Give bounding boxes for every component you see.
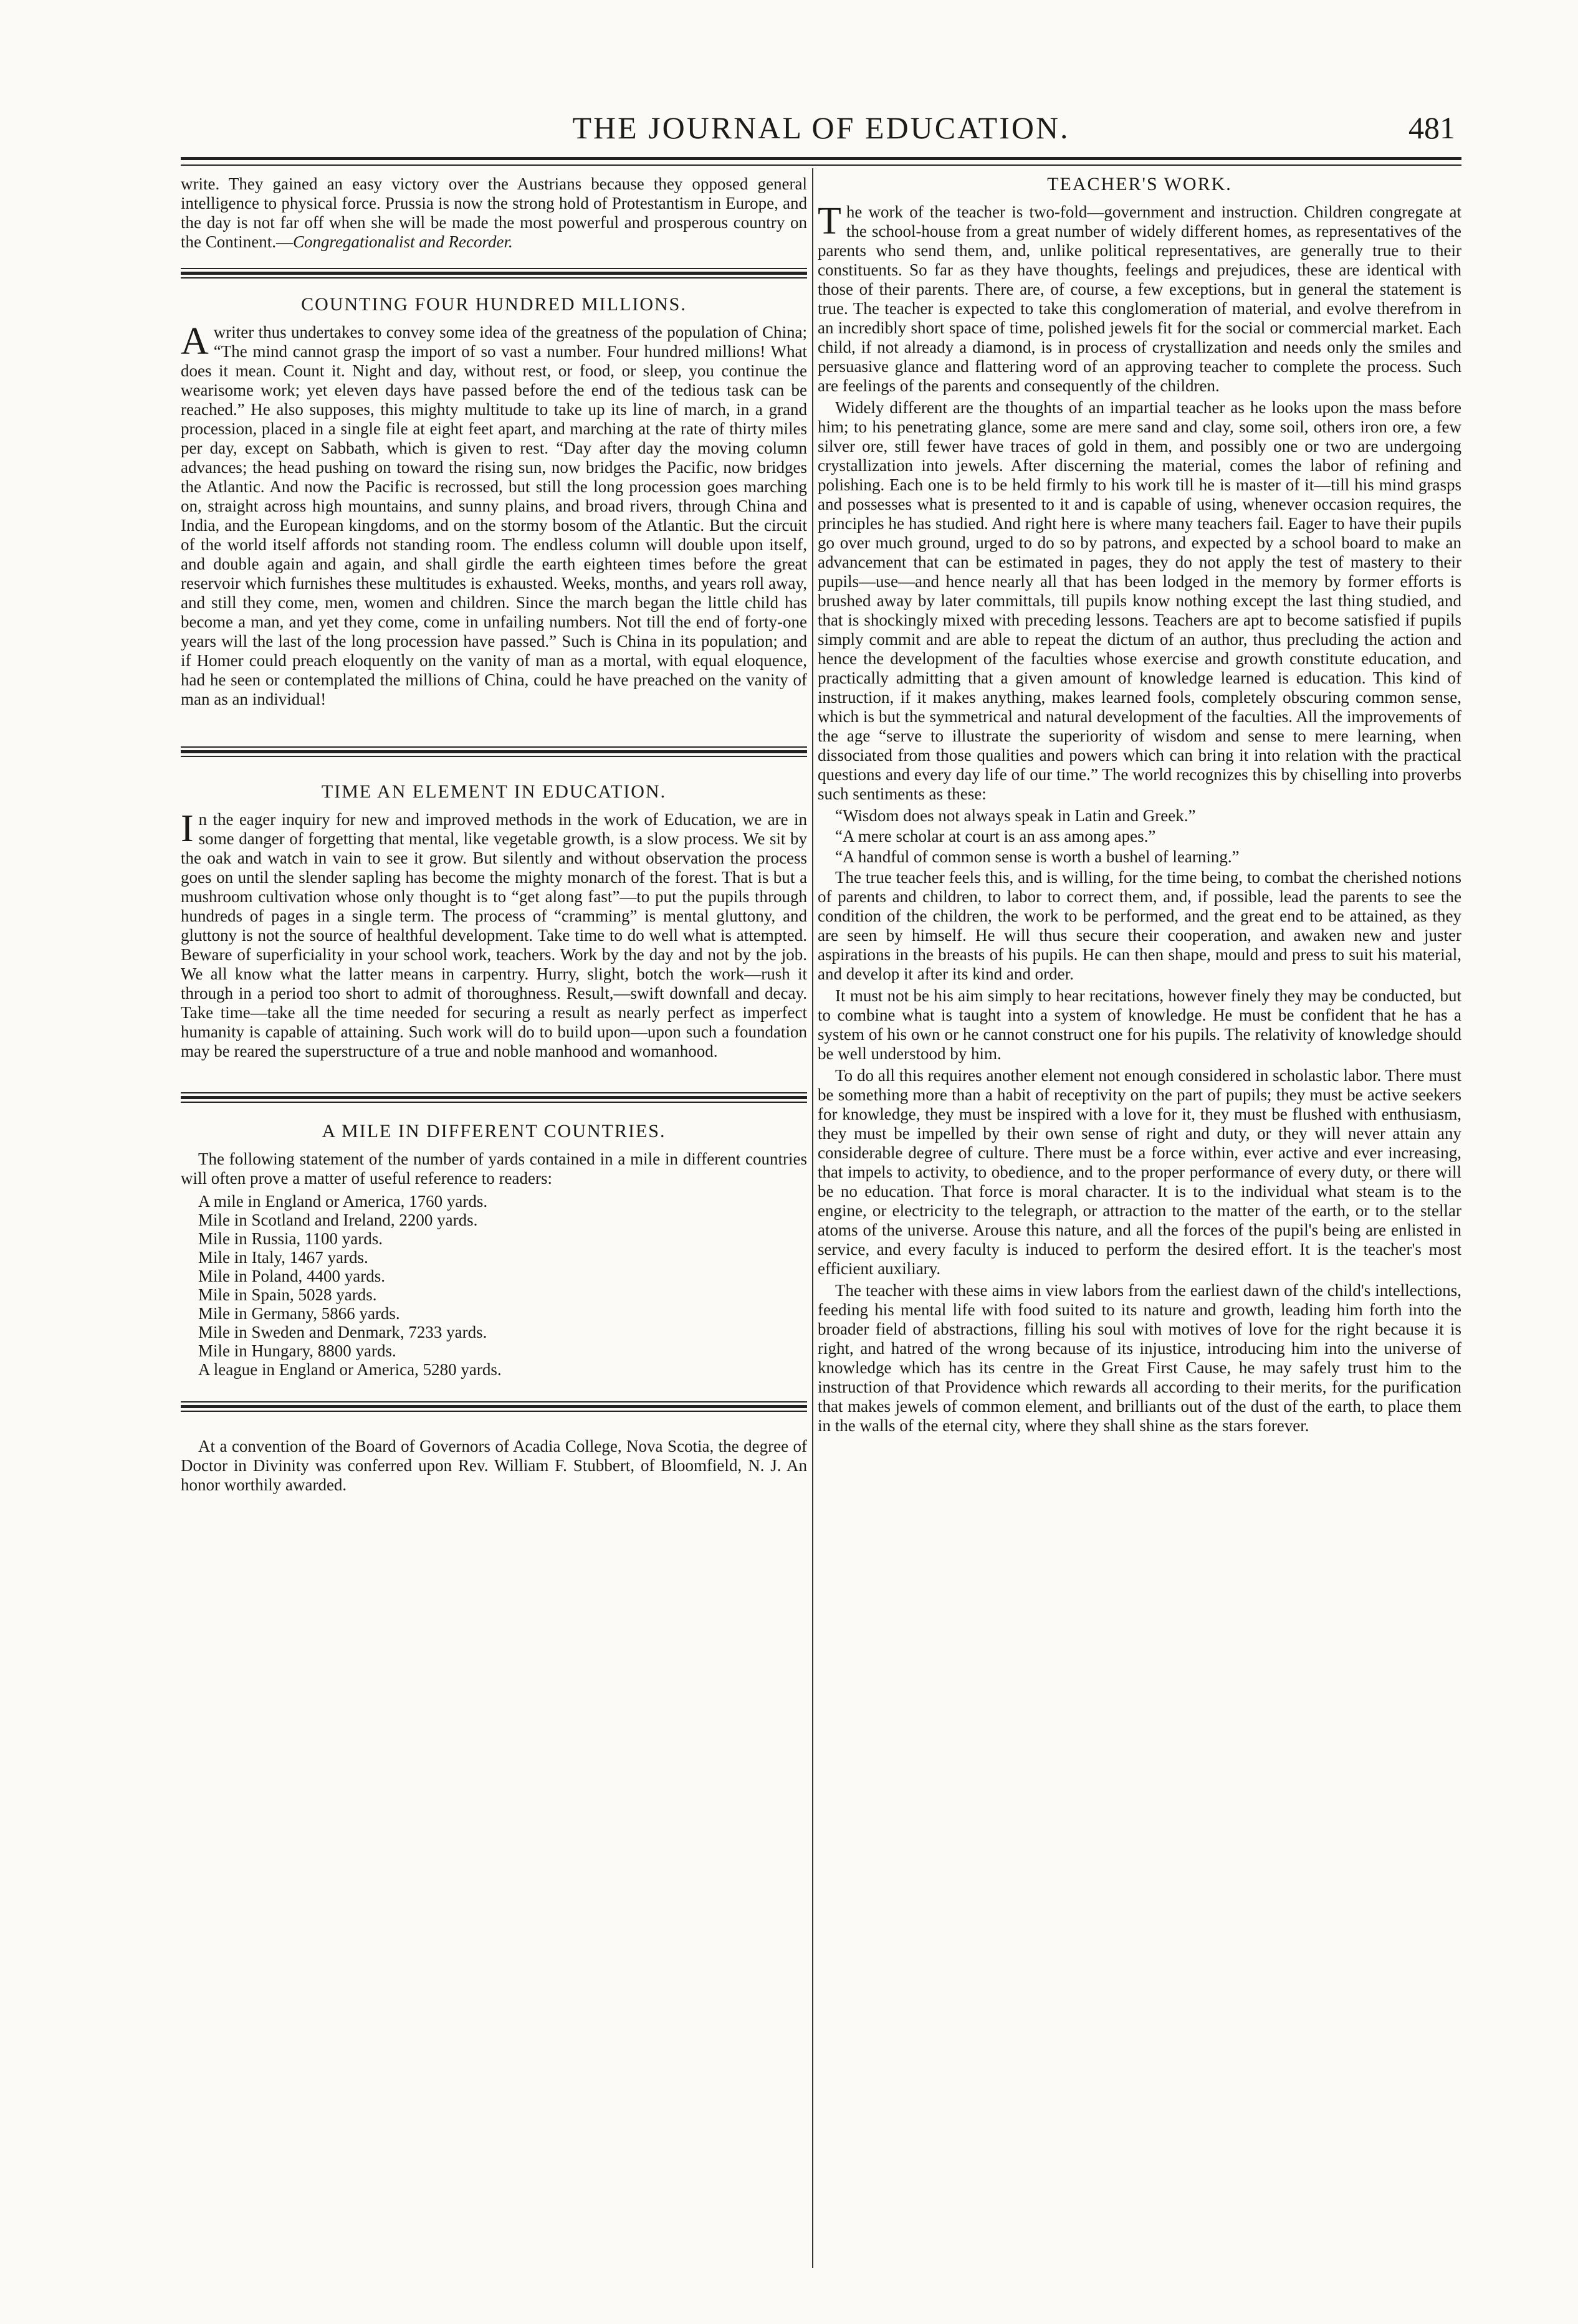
article-body: In the eager inquiry for new and improved methods in the work of Education, we are in some danger of forgetting that mental, like vegetable growth, is a slow process. We sit by the oak and watch in vain to see it grow. But silently and without observation the process goes on until the slender sapling has become the mighty monarch of the forest. That is but a mushroom cultivation whose only thought is to “get along fast”—to put the pupils through hundreds of pages in a single term. The process of “cramming” is mental gluttony, and gluttony is not the source of healthful development. Take time to do well what is attempted. Beware of superficiality in your school work, teachers. Work by the day and not by the job. We all know what the latter means in carpentry. Hurry, slight, botch the work—rush it through in a period too short to admit of thoroughness. Result,—swift downfall and decay. Take time—take all the time needed for securing a result as nearly perfect as imperfect humanity is capable of attaining. Such work will do to build upon—upon such a foundation may be reared the superstructure of a true and noble manhood and womanhood.: [181, 807, 807, 1060]
section-separator: [181, 746, 807, 757]
continued-paragraph: [181, 174, 807, 252]
article-heading: A MILE IN DIFFERENT COUNTRIES.: [322, 1121, 666, 1141]
journal-title: THE JOURNAL OF EDUCATION.: [572, 110, 1070, 145]
article-heading: TIME AN ELEMENT IN EDUCATION.: [321, 781, 667, 802]
article-body: It must not be his aim simply to hear recitations, however finely they may be conducted, but to combine what is taught into a system of knowledge. He must be confident that he has a system of his own or he cannot construct one for his pupils. The relativity of knowledge should be well understood by him.: [818, 986, 1461, 1063]
masthead: [181, 106, 1461, 156]
article-source: Congregationalist and Recorder.: [292, 232, 513, 251]
article-body: Awriter thus undertakes to convey some idea of the greatness of the population of China; “The mind cannot grasp the import of so vast a number. Four hundred millions! What does it mean. Count it. Night and day, without rest, or food, or sleep, you continue the wearisome work; yet eleven days have passed before the end of the tedious task can be reached.” He also supposes, this mighty multitude to take up its line of march, in a grand procession, placed in a single file at eight feet apart, and marching at the rate of thirty miles per day, except on Sabbath, which is given to rest. “Day after day the moving column advances; the head pushing on toward the rising sun, now bridges the Pacific, now bridges the Atlantic. And now the Pacific is recrossed, but still the long procession goes marching on, straight across high mountains, and sunny plains, and broad rivers, through China and India, and the European kingdoms, and on the stormy bosom of the Atlantic. But the circuit of the world itself affords not standing room. The endless column will double upon itself, and double again and again, and shall girdle the earth eighteen times before the great reservoir which furnishes these multitudes is exhausted. Weeks, months, and years roll away, and still they come, men, women and children. Since the march began the little child has become a man, and yet they come, come in unfailing numbers. Not till the end of forty-one years will the last of the long procession have passed.” Such is China in its population; and if Homer could preach eloquently on the vanity of man as a mortal, with equal eloquence, had he seen or contemplated the millions of China, could he have preached on the vanity of man as an individual!: [181, 320, 807, 708]
right-column: [818, 174, 1461, 1438]
proverb-quote: “A handful of common sense is worth a bushel of learning.”: [835, 847, 1240, 866]
list-item: Mile in Russia, 1100 yards.: [198, 1229, 383, 1248]
list-item: Mile in Poland, 4400 yards.: [198, 1267, 385, 1285]
article-body: The true teacher feels this, and is willing, for the time being, to combat the cherished notions of parents and children, to labor to correct them, and, if possible, lead the parents to see the condition of the children, the work to be performed, and the great end to be attained, as they are seen by himself. He will thus secure their cooperation, and awaken new and juster aspirations in the breasts of his pupils. He can then shape, mould and press to suit his material, and develop it after its kind and order.: [818, 868, 1461, 983]
section-separator: [181, 268, 807, 279]
section-separator: [181, 1092, 807, 1103]
list-item: A league in England or America, 5280 yards.: [198, 1360, 502, 1379]
header-rule: [181, 157, 1461, 160]
column-divider: [812, 168, 813, 2268]
proverb-quote: “Wisdom does not always speak in Latin and Greek.”: [835, 806, 1196, 825]
article-body: The teacher with these aims in view labors from the earliest dawn of the child's intellections, feeding his mental life with food suited to its nature and growth, leading him forth into the broader field of abstractions, filling his soul with motives of love for the right because it is right, and hatred of the wrong because of its injustice, introducing him into the universe of knowledge which has its centre in the Great First Cause, he may safely trust him to the instruction of that Providence which rewards all according to their merits, for the purification that makes jewels of common element, and brilliants out of the dust of the earth, to place them in the walls of the eternal city, where they shall shine as the stars forever.: [818, 1281, 1461, 1435]
list-item: Mile in Scotland and Ireland, 2200 yards.: [198, 1211, 478, 1229]
notice-paragraph: At a convention of the Board of Governors of Acadia College, Nova Scotia, the degree of Doctor in Divinity was conferred upon Rev. William F. Stubbert, of Bloomfield, N. J. An honor worthily awarded.: [181, 1437, 807, 1494]
article-intro: The following statement of the number of yards contained in a mile in different countries will often prove a matter of useful reference to readers:: [181, 1150, 807, 1188]
section-separator: [181, 1401, 807, 1412]
page-number: 481: [1408, 110, 1455, 145]
article-heading: COUNTING FOUR HUNDRED MILLIONS.: [301, 294, 687, 315]
list-item: Mile in Hungary, 8800 yards.: [198, 1341, 396, 1360]
article-body: The work of the teacher is two-fold—government and instruction. Children congregate at the school-house from a great number of widely different homes, as representatives of the parents who send them, and, unlike political representatives, are generally true to their constituents. So far as they have thoughts, feelings and prejudices, these are identical with those of their parents. There are, of course, a few exceptions, but in general the statement is true. The teacher is expected to take this conglomeration of material, and evolve therefrom in an incredibly short space of time, polished jewels fit for the social or commercial market. Each child, if not already a diamond, is in process of crystallization and needs only the smiles and persuasive glance and flattering word of an approving teacher to complete the process. Such are feelings of the parents and consequently of the children.: [818, 200, 1461, 395]
left-column: [181, 174, 807, 1497]
header-rule-thin: [181, 164, 1461, 166]
list-item: Mile in Italy, 1467 yards.: [198, 1248, 368, 1267]
proverb-quote: “A mere scholar at court is an ass among apes.”: [835, 827, 1156, 845]
list-item: Mile in Germany, 5866 yards.: [198, 1304, 400, 1323]
continued-text: write. They gained an easy victory over the Austrians because they opposed general intelligence to physical force. Prussia is now the strong hold of Protestantism in Europe, and the day is not far off when she will be made the most powerful and prosperous country on the Continent.—: [181, 174, 807, 251]
list-item: Mile in Sweden and Denmark, 7233 yards.: [198, 1323, 487, 1341]
article-body: Widely different are the thoughts of an impartial teacher as he looks upon the mass before him; to his penetrating glance, some are mere sand and clay, some soil, others iron ore, a few silver ore, still fewer have traces of gold in them, and possibly one or two are undergoing crystallization into jewels. After discerning the material, comes the labor of refining and polishing. Each one is to be held firmly to his work till he is master of it—till his mind grasps and possesses what is presented to it and is capable of using, whenever occasion requires, the principles he has studied. And right here is where many teachers fail. Eager to have their pupils go over much ground, urged to do so by patrons, and expected by a school board to make an advancement that can be estimated in pages, they do not apply the test of mastery to their pupils—use—and hence nearly all that has been lodged in the memory by former efforts is brushed away by later committals, till pupils know nothing except the last thing studied, and that is shockingly mixed with preceding lessons. Teachers are apt to become satisfied if pupils simply commit and are able to repeat the dictum of an author, thus precluding the action and hence the development of the faculties whose exercise and growth constitute education, and practically admitting that a given amount of knowledge learned is education. This kind of instruction, if it makes anything, makes learned fools, completely obscuring common sense, which is but the symmetrical and natural development of the faculties. All the improvements of the age “serve to illustrate the superiority of wisdom and sense to mere learning, when dissociated from those qualities and powers which can bring it into relation with the practical questions and every day life of our time.” The world recognizes this by chiselling into proverbs such sentiments as these:: [818, 398, 1461, 803]
list-item: A mile in England or America, 1760 yards.: [198, 1192, 488, 1211]
article-body: To do all this requires another element not enough considered in scholastic labor. There must be something more than a habit of receptivity on the part of pupils; they must be active seekers for knowledge, they must be inspired with a love for it, they must be flushed with enthusiasm, they must be impelled by their own sense of right and duty, or they will never attain any considerable degree of culture. There must be a force within, ever active and ever increasing, that impels to activity, to obedience, and to the proper performance of every duty, or there will be no education. That force is moral character. It is to the individual what steam is to the engine, or electricity to the telegraph, or attraction to the matter of the earth, or to the stellar atoms of the universe. Arouse this nature, and all the forces of the pupil's being are enlisted in service, and every faculty is induced to perform the desired effort. It is the teacher's most efficient auxiliary.: [818, 1066, 1461, 1278]
list-item: Mile in Spain, 5028 yards.: [198, 1285, 377, 1304]
article-heading: TEACHER'S WORK.: [1047, 174, 1232, 194]
mile-list: [198, 1192, 807, 1379]
